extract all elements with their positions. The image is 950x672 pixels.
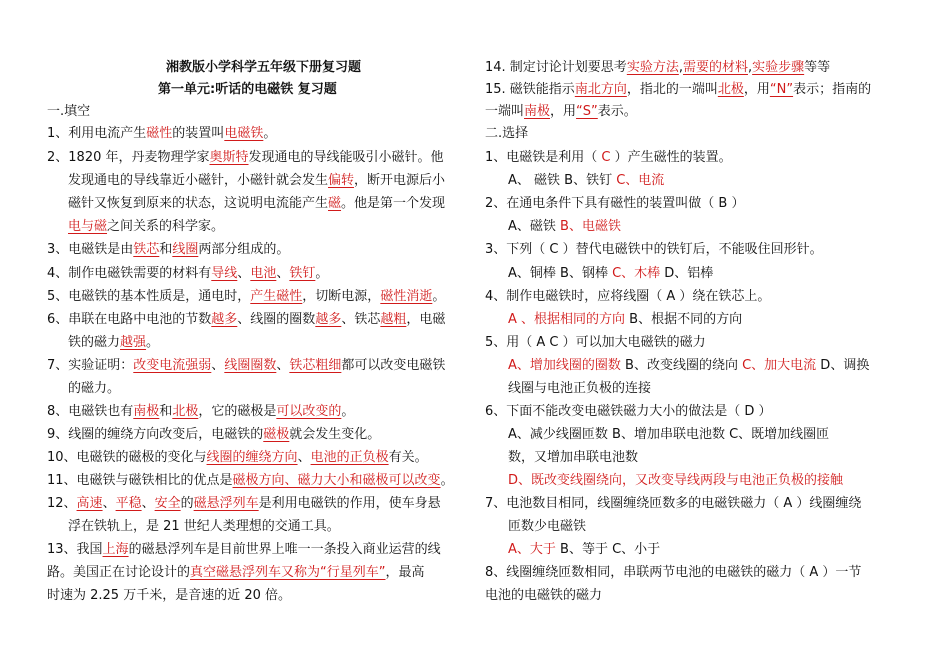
answer-text: 北极 (172, 404, 199, 419)
answer-text: 磁性消逝 (380, 289, 433, 304)
question-text: 匝数少电磁铁 (508, 519, 587, 534)
right-text-line (508, 310, 742, 330)
answer-text: 磁极方向、磁力大小和磁极可以改变 (232, 473, 441, 488)
right-text-line (485, 124, 528, 144)
question-text: 第一单元:听话的电磁铁 复习题 (158, 82, 337, 97)
question-text: 8、线圈缠绕匝数相同，串联两节电池的电磁铁的磁力（ A ）一节 (485, 565, 862, 580)
answer-text: 导线 (211, 266, 238, 281)
left-text-line (47, 102, 90, 122)
question-text: 。他是第一个发现 (341, 196, 446, 211)
right-text-line (508, 471, 843, 491)
question-text: 7、电池数目相同，线圈缠绕匝数多的电磁铁磁力（ A ）线圈缠绕 (485, 496, 862, 511)
question-text: 电池的电磁铁的磁力 (485, 588, 603, 603)
answer-text: C (601, 150, 611, 165)
question-text: 都可以改变电磁铁 (341, 358, 446, 373)
left-text-line (47, 494, 441, 514)
right-text-line (485, 402, 772, 422)
question-text: D、铝棒 (660, 266, 714, 281)
question-text: 4、制作电磁铁需要的材料有 (47, 266, 212, 281)
question-text: 。 (440, 473, 454, 488)
question-text: 6、下面不能改变电磁铁磁力大小的做法是（ D ） (485, 404, 772, 419)
answer-text: B、电磁铁 (560, 219, 621, 234)
left-text-line (47, 540, 441, 560)
left-text-line (47, 586, 291, 606)
left-text-line (47, 287, 445, 307)
question-text: 和 (159, 242, 173, 257)
question-text: 是利用电磁铁的作用，使车身悬 (258, 496, 441, 511)
left-text-line (68, 517, 340, 537)
question-text: 二.选择 (485, 126, 529, 141)
left-text-line (47, 310, 445, 330)
question-text: 、 (276, 358, 290, 373)
answer-text: 南极 (524, 104, 551, 119)
question-text: 发现通电的导线靠近小磁针，小磁针就会发生 (68, 173, 329, 188)
answer-text: 改变电流强弱 (133, 358, 212, 373)
question-text: 3、电磁铁是由 (47, 242, 134, 257)
answer-text: 实验方法 (626, 60, 679, 75)
question-text: 、 (141, 496, 155, 511)
answer-text: 磁 (328, 196, 342, 211)
question-text: 和 (159, 404, 173, 419)
answer-text: D、既改变线圈绕向，又改变导线两段与电池正负极的接触 (508, 473, 844, 488)
answer-text: 偏转 (328, 173, 355, 188)
left-text-line (47, 148, 444, 168)
question-text: 13、我国 (47, 542, 103, 557)
answer-text: “S” (576, 104, 598, 119)
question-text: 数，又增加串联电池数 (508, 450, 639, 465)
answer-text: 高速 (76, 496, 103, 511)
left-text-line (47, 563, 425, 583)
question-text: D、调换 (816, 358, 870, 373)
question-text: ）产生磁性的装置。 (610, 150, 732, 165)
question-text: 6、串联在电路中电池的节数 (47, 312, 212, 327)
question-text: 铁的磁力 (68, 335, 121, 350)
left-text-line (68, 171, 445, 191)
right-text-line (485, 494, 861, 514)
question-text: 的磁悬浮列车是目前世界上唯一一条投入商业运营的线 (128, 542, 441, 557)
question-text: 。 (263, 126, 277, 141)
right-text-line (485, 586, 602, 606)
question-text: ，用 (550, 104, 577, 119)
question-text: ，断开电源后小 (354, 173, 446, 188)
question-text: B、改变线圈的绕向 (620, 358, 743, 373)
question-text: 、 (102, 496, 116, 511)
right-text-line (485, 563, 861, 583)
question-text: 一端叫 (485, 104, 525, 119)
question-text: 磁针又恢复到原来的状态，这说明电流能产生 (68, 196, 329, 211)
question-text: ，切断电源， (302, 289, 381, 304)
question-text: 路。美国正在讨论设计的 (47, 565, 191, 580)
right-text-line (508, 517, 586, 537)
answer-text: 电池 (250, 266, 277, 281)
right-text-line (485, 102, 637, 122)
answer-text: 安全 (154, 496, 181, 511)
question-text: 表示；指南的 (793, 82, 872, 97)
left-text-line (47, 471, 454, 491)
left-text-line (47, 124, 276, 144)
question-text: 两部分组成的。 (198, 242, 290, 257)
answer-text: 铁芯 (133, 242, 160, 257)
right-text-line (485, 287, 770, 307)
question-text: 11、电磁铁与磁铁相比的优点是 (47, 473, 233, 488)
question-text: 12、 (47, 496, 77, 511)
question-text: 之间关系的科学家。 (107, 219, 225, 234)
question-text: 。 (315, 266, 329, 281)
question-text: 。 (341, 404, 355, 419)
left-text-line (47, 240, 289, 260)
left-text-line (47, 425, 380, 445)
right-text-line (485, 240, 823, 260)
question-text: 一.填空 (47, 104, 91, 119)
answer-text: C、加大电流 (742, 358, 817, 373)
question-text: 14. 制定讨论计划要思考 (485, 60, 627, 75)
right-text-line (508, 448, 638, 468)
question-text: 表示。 (597, 104, 637, 119)
question-text: 、 (237, 266, 251, 281)
answer-text: 产生磁性 (250, 289, 303, 304)
answer-text: 奥斯特 (209, 150, 249, 165)
question-text: 的磁力。 (68, 381, 121, 396)
question-text: 线圈与电池正负极的连接 (508, 381, 652, 396)
question-text: , (678, 60, 683, 75)
question-text: 4、制作电磁铁时，应将线圈（ A ）绕在铁芯上。 (485, 289, 771, 304)
answer-text: 铁芯粗细 (289, 358, 342, 373)
right-text-line (508, 425, 829, 445)
answer-text: 磁极 (263, 427, 290, 442)
question-text: 3、下列（ C ）替代电磁铁中的铁钉后，不能吸住回形针。 (485, 242, 823, 257)
question-text: ，它的磁极是 (198, 404, 277, 419)
left-text-line (68, 194, 445, 214)
right-text-line (485, 148, 732, 168)
question-text: 时速为 2.25 万千米，是音速的近 20 倍。 (47, 588, 292, 603)
answer-text: 越强 (120, 335, 147, 350)
left-text-line (47, 264, 328, 284)
answer-text: 上海 (102, 542, 129, 557)
question-text: 9、线圈的缠绕方向改变后，电磁铁的 (47, 427, 264, 442)
answer-text: 需要的材料 (682, 60, 748, 75)
question-text: 2、在通电条件下具有磁性的装置叫做（ B ） (485, 196, 745, 211)
question-text: 有关。 (388, 450, 428, 465)
question-text: 、 (297, 450, 311, 465)
answer-text: 实验步骤 (752, 60, 805, 75)
question-text: 湘教版小学科学五年级下册复习题 (166, 60, 362, 75)
question-text: ，指北的一端叫 (626, 82, 718, 97)
answer-text: 南北方向 (574, 82, 627, 97)
answer-text: 电磁铁 (224, 126, 264, 141)
question-text: 发现通电的导线能吸引小磁针。他 (248, 150, 444, 165)
answer-text: 越粗 (380, 312, 407, 327)
right-text-line (508, 540, 660, 560)
right-text-line (508, 356, 869, 376)
left-text-line (166, 58, 361, 78)
answer-text: 北极 (717, 82, 744, 97)
question-text: A、磁铁 (508, 219, 561, 234)
question-text: 5、电磁铁的基本性质是，通电时， (47, 289, 251, 304)
left-text-line (47, 402, 354, 422)
question-text: 、铁芯 (341, 312, 381, 327)
question-text: A、减少线圈匝数 B、增加串联电池数 C、既增加线圈匝 (508, 427, 830, 442)
left-text-line (47, 356, 445, 376)
answer-text: C、木棒 (612, 266, 661, 281)
answer-text: 平稳 (115, 496, 142, 511)
question-text: 就会发生变化。 (289, 427, 381, 442)
answer-text: 磁悬浮列车 (193, 496, 259, 511)
question-text: 、线圈的圈数 (237, 312, 316, 327)
answer-text: 越多 (315, 312, 342, 327)
question-text: B、根据不同的方向 (625, 312, 743, 327)
answer-text: 线圈 (172, 242, 199, 257)
question-text: A、铜棒 B、钢棒 (508, 266, 613, 281)
question-text: 8、电磁铁也有 (47, 404, 134, 419)
answer-text: 南极 (133, 404, 160, 419)
question-text: ，最高 (385, 565, 425, 580)
left-text-line (68, 333, 159, 353)
question-text: 7、实验证明： (47, 358, 134, 373)
question-text: ，用 (743, 82, 770, 97)
question-text: A、 磁铁 B、铁钉 (508, 173, 617, 188)
question-text: 、 (276, 266, 290, 281)
question-text: B、等于 C、小于 (555, 542, 661, 557)
answer-text: “N” (769, 82, 794, 97)
question-text: 1、电磁铁是利用（ (485, 150, 602, 165)
right-text-line (508, 171, 664, 191)
answer-text: 线圈的缠绕方向 (206, 450, 298, 465)
answer-text: 线圈圈数 (224, 358, 277, 373)
answer-text: 电池的正负极 (310, 450, 389, 465)
right-text-line (485, 58, 830, 78)
left-text-line (47, 448, 428, 468)
left-text-line (158, 80, 337, 100)
answer-text: 可以改变的 (276, 404, 342, 419)
answer-text: A 、根据相同的方向 (508, 312, 626, 327)
left-text-line (68, 379, 120, 399)
question-text: 5、用（ A C ）可以加大电磁铁的磁力 (485, 335, 706, 350)
answer-text: 越多 (211, 312, 238, 327)
answer-text: 磁性 (146, 126, 173, 141)
right-text-line (485, 333, 706, 353)
right-text-line (485, 80, 871, 100)
right-text-line (485, 194, 744, 214)
answer-text: C、电流 (616, 173, 665, 188)
answer-text: 真空磁悬浮列车又称为“行星列车” (190, 565, 386, 580)
answer-text: 铁钉 (289, 266, 316, 281)
right-text-line (508, 264, 713, 284)
question-text: 15. 磁铁能指示 (485, 82, 575, 97)
right-text-line (508, 379, 651, 399)
question-text: 。 (146, 335, 160, 350)
question-text: 。 (432, 289, 446, 304)
question-text: 浮在铁轨上，是 21 世纪人类理想的交通工具。 (68, 519, 340, 534)
question-text: 2、1820 年，丹麦物理学家 (47, 150, 210, 165)
answer-text: A、大于 (508, 542, 556, 557)
question-text: , (747, 60, 753, 75)
question-text: 的 (180, 496, 194, 511)
answer-text: A、增加线圈的圈数 (508, 358, 621, 373)
left-text-line (68, 217, 224, 237)
right-text-line (508, 217, 621, 237)
question-text: 等等 (804, 60, 831, 75)
question-text: 、 (211, 358, 225, 373)
question-text: 10、电磁铁的磁极的变化与 (47, 450, 207, 465)
question-text: 的装置叫 (172, 126, 225, 141)
question-text: 1、利用电流产生 (47, 126, 147, 141)
answer-text: 电与磁 (68, 219, 108, 234)
question-text: ，电磁 (406, 312, 446, 327)
